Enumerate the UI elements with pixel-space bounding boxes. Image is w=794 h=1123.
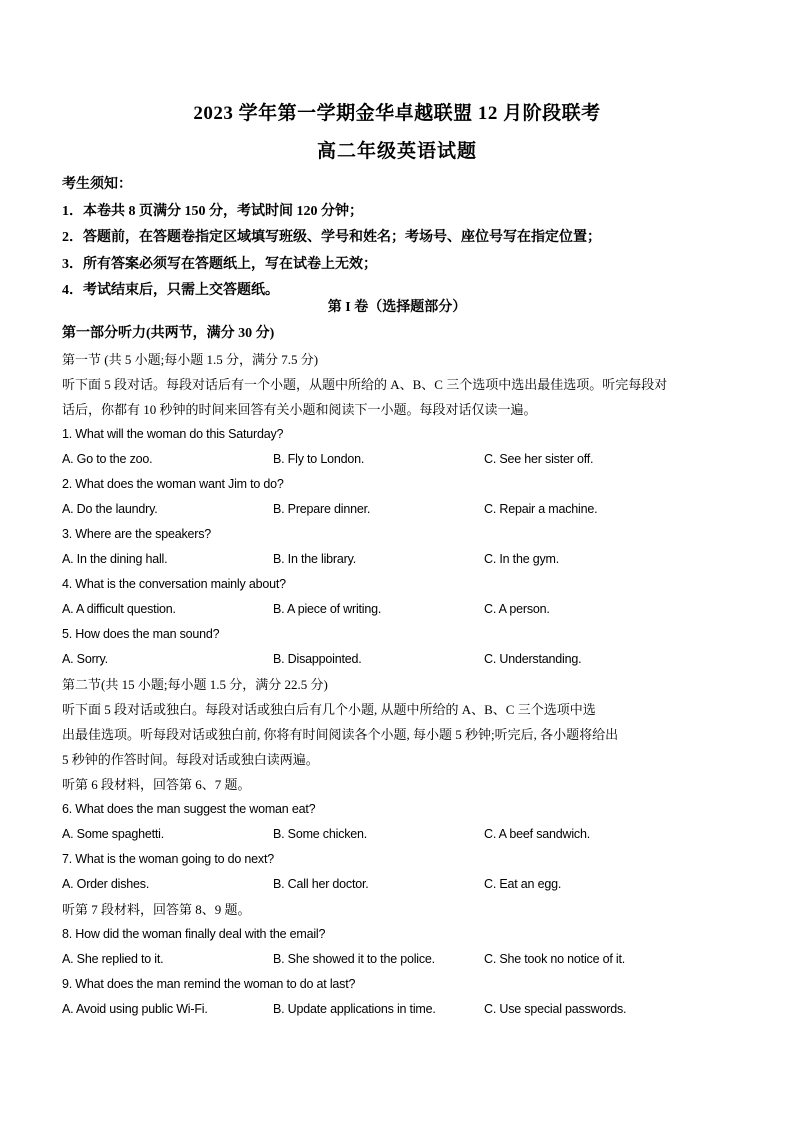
question-4-options — [62, 597, 742, 622]
option-c: C. In the gym. — [484, 552, 560, 566]
question-8: 8. How did the woman finally deal with the email? — [62, 927, 326, 941]
section2-instruction: 出最佳选项。听每段对话或独白前, 你将有时间阅读各个小题, 每小题 5 秒钟;听完后, 各小题将给出 — [62, 727, 619, 742]
question-7-options — [62, 872, 742, 897]
option-a: A. A difficult question. — [62, 602, 176, 616]
question-4: 4. What is the conversation mainly about? — [62, 577, 286, 591]
question-3-options — [62, 547, 742, 572]
option-b: B. Fly to London. — [273, 452, 365, 466]
question-5: 5. How does the man sound? — [62, 627, 220, 641]
question-6: 6. What does the man suggest the woman eat? — [62, 802, 316, 816]
option-a: A. Some spaghetti. — [62, 827, 165, 841]
exam-subtitle: 高二年级英语试题 — [316, 141, 477, 162]
exam-notice — [62, 172, 742, 305]
exam-title: 2023 学年第一学期金华卓越联盟 12 月阶段联考 — [193, 103, 601, 124]
section1-instruction: 话后，你都有 10 秒钟的时间来回答有关小题和阅读下一小题。每段对话仅读一遍。 — [62, 402, 537, 417]
question-5-options — [62, 647, 742, 672]
question-2-options — [62, 497, 742, 522]
option-b: B. A piece of writing. — [273, 602, 382, 616]
option-b: B. Update applications in time. — [273, 1002, 436, 1016]
notice-item: 2．答题前，在答题卷指定区域填写班级、学号和姓名；考场号、座位号写在指定位置； — [62, 230, 601, 245]
option-c: C. She took no notice of it. — [484, 952, 626, 966]
option-c: C. Eat an egg. — [484, 877, 562, 891]
option-a: A. In the dining hall. — [62, 552, 168, 566]
notice-heading: 考生须知： — [62, 177, 132, 192]
section2-instruction: 听下面 5 段对话或独白。每段对话或独白后有几个小题, 从题中所给的 A、B、C 三个选项中选 — [62, 702, 596, 717]
option-c: C. Repair a machine. — [484, 502, 598, 516]
section1-title: 第一节 (共 5 小题;每小题 1.5 分，满分 7.5 分) — [62, 352, 319, 367]
option-b: B. Call her doctor. — [273, 877, 369, 891]
option-b: B. Disappointed. — [273, 652, 362, 666]
material-7-heading: 听第 7 段材料，回答第 8、9 题。 — [62, 902, 251, 917]
option-c: C. Use special passwords. — [484, 1002, 627, 1016]
option-b: B. Prepare dinner. — [273, 502, 371, 516]
option-a: A. Order dishes. — [62, 877, 150, 891]
section1-instruction: 听下面 5 段对话。每段对话后有一个小题，从题中所给的 A、B、C 三个选项中选出最佳选项。听完每段对 — [62, 377, 668, 392]
question-8-options — [62, 947, 742, 972]
question-6-options — [62, 822, 742, 847]
option-b: B. Some chicken. — [273, 827, 368, 841]
question-9-options — [62, 997, 742, 1022]
question-9: 9. What does the man remind the woman to do at last? — [62, 977, 356, 991]
option-a: A. She replied to it. — [62, 952, 164, 966]
option-a: A. Go to the zoo. — [62, 452, 153, 466]
question-1: 1. What will the woman do this Saturday? — [62, 427, 284, 441]
option-c: C. See her sister off. — [484, 452, 594, 466]
section2-instruction: 5 秒钟的作答时间。每段对话或独白读两遍。 — [62, 752, 319, 767]
option-c: C. A beef sandwich. — [484, 827, 590, 841]
notice-item: 1．本卷共 8 页满分 150 分，考试时间 120 分钟； — [62, 203, 363, 219]
option-a: A. Sorry. — [62, 652, 108, 666]
material-6-heading: 听第 6 段材料，回答第 6、7 题。 — [62, 777, 251, 792]
question-1-options — [62, 447, 742, 472]
volume-title: 第 I 卷（选择题部分） — [327, 300, 467, 315]
question-7: 7. What is the woman going to do next? — [62, 852, 274, 866]
option-b: B. In the library. — [273, 552, 357, 566]
notice-item: 4．考试结束后，只需上交答题纸。 — [62, 283, 279, 298]
section2-title: 第二节(共 15 小题;每小题 1.5 分，满分 22.5 分) — [62, 677, 328, 692]
option-a: A. Do the laundry. — [62, 502, 158, 516]
option-c: C. A person. — [484, 602, 550, 616]
option-b: B. She showed it to the police. — [273, 952, 435, 966]
question-2: 2. What does the woman want Jim to do? — [62, 477, 284, 491]
listening-section — [62, 347, 742, 1022]
option-c: C. Understanding. — [484, 652, 582, 666]
notice-item: 3．所有答案必须写在答题纸上，写在试卷上无效； — [62, 256, 377, 272]
part1-title: 第一部分听力(共两节，满分 30 分) — [62, 326, 275, 341]
question-3: 3. Where are the speakers? — [62, 527, 212, 541]
option-a: A. Avoid using public Wi-Fi. — [62, 1002, 208, 1016]
